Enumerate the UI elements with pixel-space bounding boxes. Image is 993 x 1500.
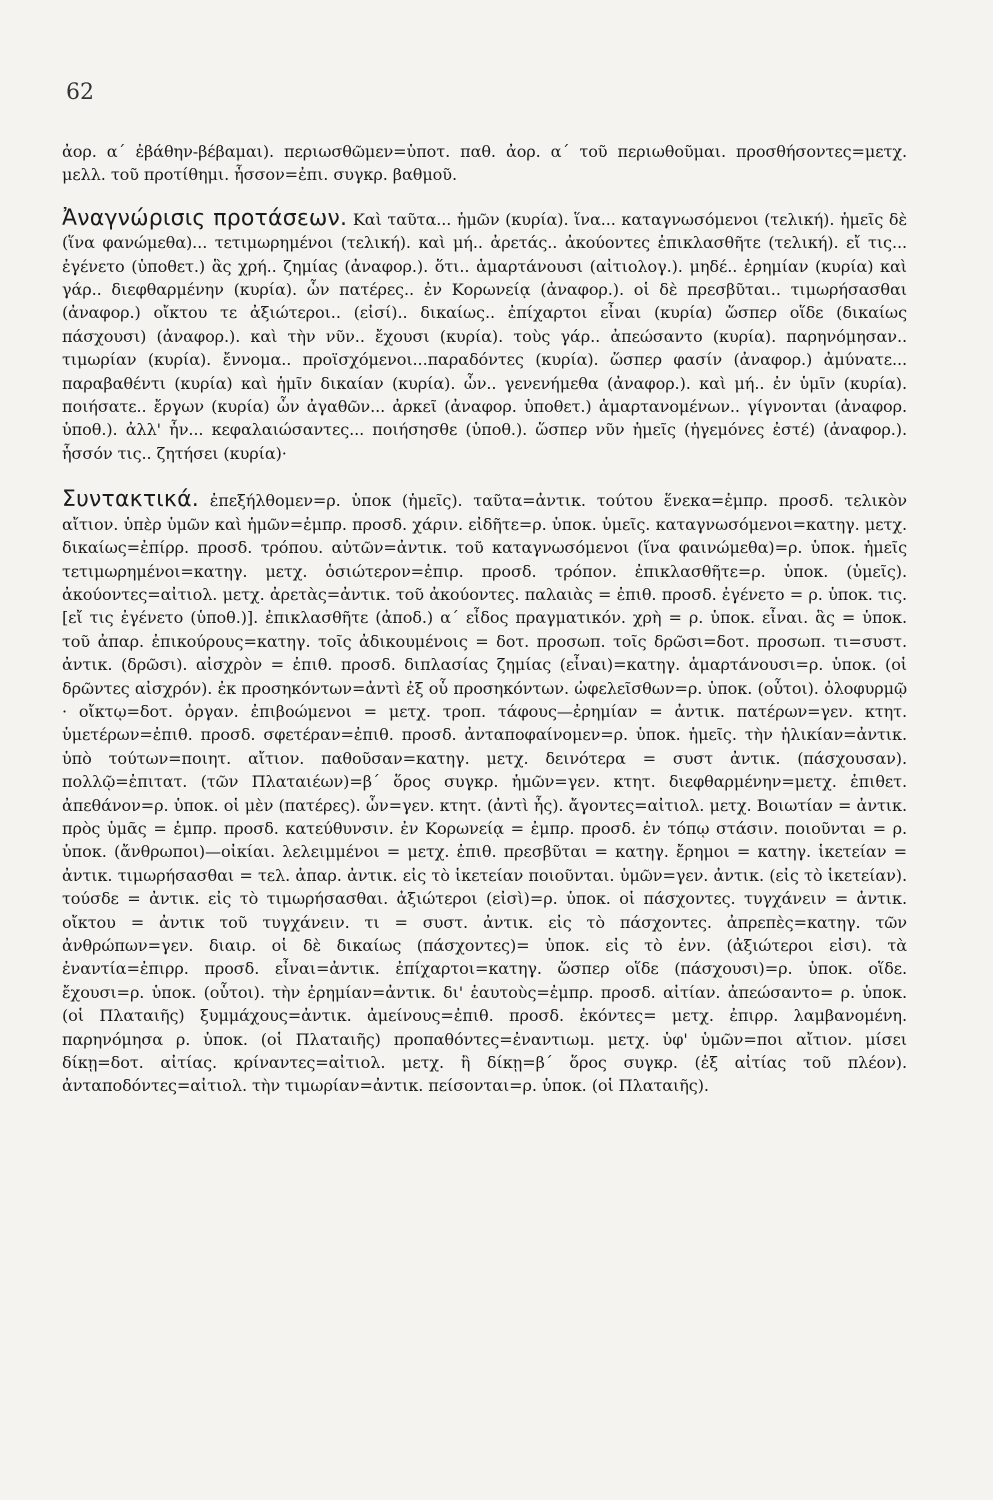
page-number: 62 <box>66 80 94 105</box>
section-heading: Συντακτικά. <box>62 487 199 513</box>
section-paragraph <box>62 488 907 1098</box>
text-body <box>62 140 907 1098</box>
section-syntactic-analysis <box>62 488 907 1098</box>
section-sentence-recognition <box>62 207 907 465</box>
section-body: Καὶ ταῦτα... ἡμῶν (κυρία). ἵνα... καταγνωσόμενοι (τελική). ἡμεῖς δὲ (ἵνα φανώμεθα)... τετιμωρημένοι (τελική). καὶ μή.. ἀρετάς.. ἀκούοντες ἐπικλασθῆτε (τελική). εἴ τις... ἐγένετο (ὑποθετ.) ἃς χρή.. ζημίας (ἀναφορ.). ὅτι.. ἁμαρτάνουσι (αἰτιολογ.). μηδέ.. ἐρημίαν (κυρία) καὶ γάρ.. διεφθαρμένην (κυρία). ὧν πατέρες.. ἐν Κορωνείᾳ (ἀναφορ.). οἱ δὲ πρεσβῦται.. τιμωρήσασθαι (ἀναφορ.) οἴκτου τε ἀξιώτεροι.. (εἰσί).. δικαίως.. ἐπίχαρτοι εἶναι (κυρία) ὥσπερ οἵδε (δικαίως πάσχουσι) (ἀναφορ.). καὶ τὴν νῦν.. ἔχουσι (κυρία). τοὺς γάρ.. ἀπεώσαντο (κυρία). παρηνόμησαν.. τιμωρίαν (κυρία). ἔννομα.. προϊσχόμενοι...παραδόντες (κυρία). ὥσπερ φασίν (ἀναφορ.) ἀμύνατε... παραβαθέντι (κυρία) καὶ ἡμῖν δικαίαν (κυρία). ὧν.. γενενήμεθα (ἀναφορ.). καὶ μή.. ἐν ὑμῖν (κυρία). ποιήσατε.. ἔργων (κυρία) ὧν ἀγαθῶν... ἀρκεῖ (ἀναφορ. ὑποθετ.) ἁμαρτανομένων.. γίγνονται (ἀναφορ. ὑποθ.). ἀλλ' ἦν... κεφαλαιώσαντες... ποιήσησθε (ὑποθ.). ὥσπερ νῦν ἡμεῖς (ἡγεμόνες ἐστέ) (ἀναφορ.). ἧσσόν τις.. ζητήσει (κυρία)· <box>62 209 907 463</box>
intro-paragraph: ἀορ. α΄ ἐβάθην-βέβαμαι). περιωσθῶμεν=ὑποτ. παθ. ἀορ. α΄ τοῦ περιωθοῦμαι. προσθήσοντες=μετχ. μελλ. τοῦ προτίθημι. ἧσσον=ἐπι. συγκρ. βαθμοῦ. <box>62 142 907 185</box>
section-heading: Ἀναγνώρισις προτάσεων. <box>62 205 348 231</box>
section-paragraph <box>62 207 907 465</box>
section-body: ἐπεξήλθομεν=ρ. ὑποκ (ἡμεῖς). ταῦτα=ἀντικ. τούτου ἕνεκα=ἐμπρ. προσδ. τελικὸν αἴτιον. ὑπὲρ ὑμῶν καὶ ἡμῶν=ἐμπρ. προσδ. χάριν. εἰδῆτε=ρ. ὑποκ. ὑμεῖς. καταγνωσόμενοι=κατηγ. μετχ. δικαίως=ἐπίρρ. προσδ. τρόπου. αὐτῶν=ἀντικ. τοῦ καταγνωσόμενοι (ἵνα φαινώμεθα)=ρ. ὑποκ. ἡμεῖς τετιμωρημένοι=κατηγ. μετχ. ὁσιώτερον=ἐπιρ. προσδ. τρόπον. ἐπικλασθῆτε=ρ. ὑποκ. (ὑμεῖς). ἀκούοντες=αἰτιολ. μετχ. ἀρετὰς=ἀντικ. τοῦ ἀκούοντες. παλαιὰς = ἐπιθ. προσδ. ἐγένετο = ρ. ὑποκ. τις. [εἴ τις ἐγένετο (ὑποθ.)]. ἐπικλασθῆτε (ἀποδ.) α΄ εἶδος πραγματικόν. χρὴ = ρ. ὑποκ. εἶναι. ἃς = ὑποκ. τοῦ ἀπαρ. ἐπικούρους=κατηγ. τοῖς ἀδικουμένοις = δοτ. προσωπ. τοῖς δρῶσι=δοτ. προσωπ. τι=συστ. ἀντικ. (δρῶσι). αἰσχρὸν = ἐπιθ. προσδ. διπλασίας ζημίας (εἶναι)=κατηγ. ἁμαρτάνουσι=ρ. ὑποκ. (οἱ δρῶντες αἰσχρόν). ἐκ προσηκόντων=ἀντὶ ἐξ οὗ προσηκόντων. ὠφελεῖσθων=ρ. ὑποκ. (οὗτοι). ὀλοφυρμῷ · οἴκτῳ=δοτ. ὀργαν. ἐπιβοώμενοι = μετχ. τροπ. τάφους—ἐρημίαν = ἀντικ. πατέρων=γεν. κτητ. ὑμετέρων=ἐπιθ. προσδ. σφετέραν=ἐπιθ. προσδ. ἀνταποφαίνομεν=ρ. ὑποκ. ἡμεῖς. τὴν ἡλικίαν=ἀντικ. ὑπὸ τούτων=ποιητ. αἴτιον. παθοῦσαν=κατηγ. μετχ. δεινότερα = συστ ἀντικ. (πάσχουσαν). πολλῷ=ἐπιτατ. (τῶν Πλαταιέων)=β΄ ὅρος συγκρ. ἡμῶν=γεν. κτητ. διεφθαρμένην=μετχ. ἐπιθετ. ἀπεθάνον=ρ. ὑποκ. οἱ μὲν (πατέρες). ὧν=γεν. κτητ. (ἀντὶ ἧς). ἄγοντες=αἰτιολ. μετχ. Βοιωτίαν = ἀντικ. πρὸς ὑμᾶς = ἐμπρ. προσδ. κατεύθυνσιν. ἐν Κορωνείᾳ = ἐμπρ. προσδ. ἐν τόπῳ στάσιν. ποιοῦνται = ρ. ὑποκ. (ἄνθρωποι)—οἰκίαι. λελειμμένοι = μετχ. ἐπιθ. πρεσβῦται = κατηγ. ἔρημοι = κατηγ. ἱκετείαν = ἀντικ. τιμωρήσασθαι = τελ. ἀπαρ. ἀντικ. εἰς τὸ ἱκετείαν ποιοῦνται. ὑμῶν=γεν. ἀντικ. (εἰς τὸ ἱκετείαν). τούσδε = ἀντικ. εἰς τὸ τιμωρήσασθαι. ἀξιώτεροι (εἰσὶ)=ρ. ὑποκ. οἱ πάσχοντες. τυγχάνειν = ἀντικ. οἴκτου = ἀντικ τοῦ τυγχάνειν. τι = συστ. ἀντικ. εἰς τὸ πάσχοντες. ἀπρεπὲς=κατηγ. τῶν ἀνθρώπων=γεν. διαιρ. οἱ δὲ δικαίως (πάσχοντες)= ὑποκ. εἰς τὸ ἐνν. (ἀξιώτεροι εἰσι). τὰ ἐναντία=ἐπιρρ. προσδ. εἶναι=ἀντικ. ἐπίχαρτοι=κατηγ. ὥσπερ οἵδε (πάσχουσι)=ρ. ὑποκ. οἵδε. ἔχουσι=ρ. ὑποκ. (οὗτοι). τὴν ἐρημίαν=ἀντικ. δι' ἑαυτοὺς=ἐμπρ. προσδ. αἰτίαν. ἀπεώσαντο= ρ. ὑποκ. (οἱ Πλαταιῆς) ξυμμάχους=ἀντικ. ἀμείνους=ἐπιθ. προσδ. ἑκόντες= μετχ. ἐπιρρ. λαμβανομένη. παρηνόμησα ρ. ὑποκ. (οἱ Πλαταιῆς) προπαθόντες=ἐναντιωμ. μετχ. ὑφ' ὑμῶν=ποι αἴτιον. μίσει δίκῃ=δοτ. αἰτίας. κρίναντες=αἰτιολ. μετχ. ἢ δίκῃ=β΄ ὅρος συγκρ. (ἐξ αἰτίας τοῦ πλέον). ἀνταποδόντες=αἰτιολ. τὴν τιμωρίαν=ἀντικ. πείσονται=ρ. ὑποκ. (οἱ Πλαταιῆς). <box>62 491 907 1096</box>
